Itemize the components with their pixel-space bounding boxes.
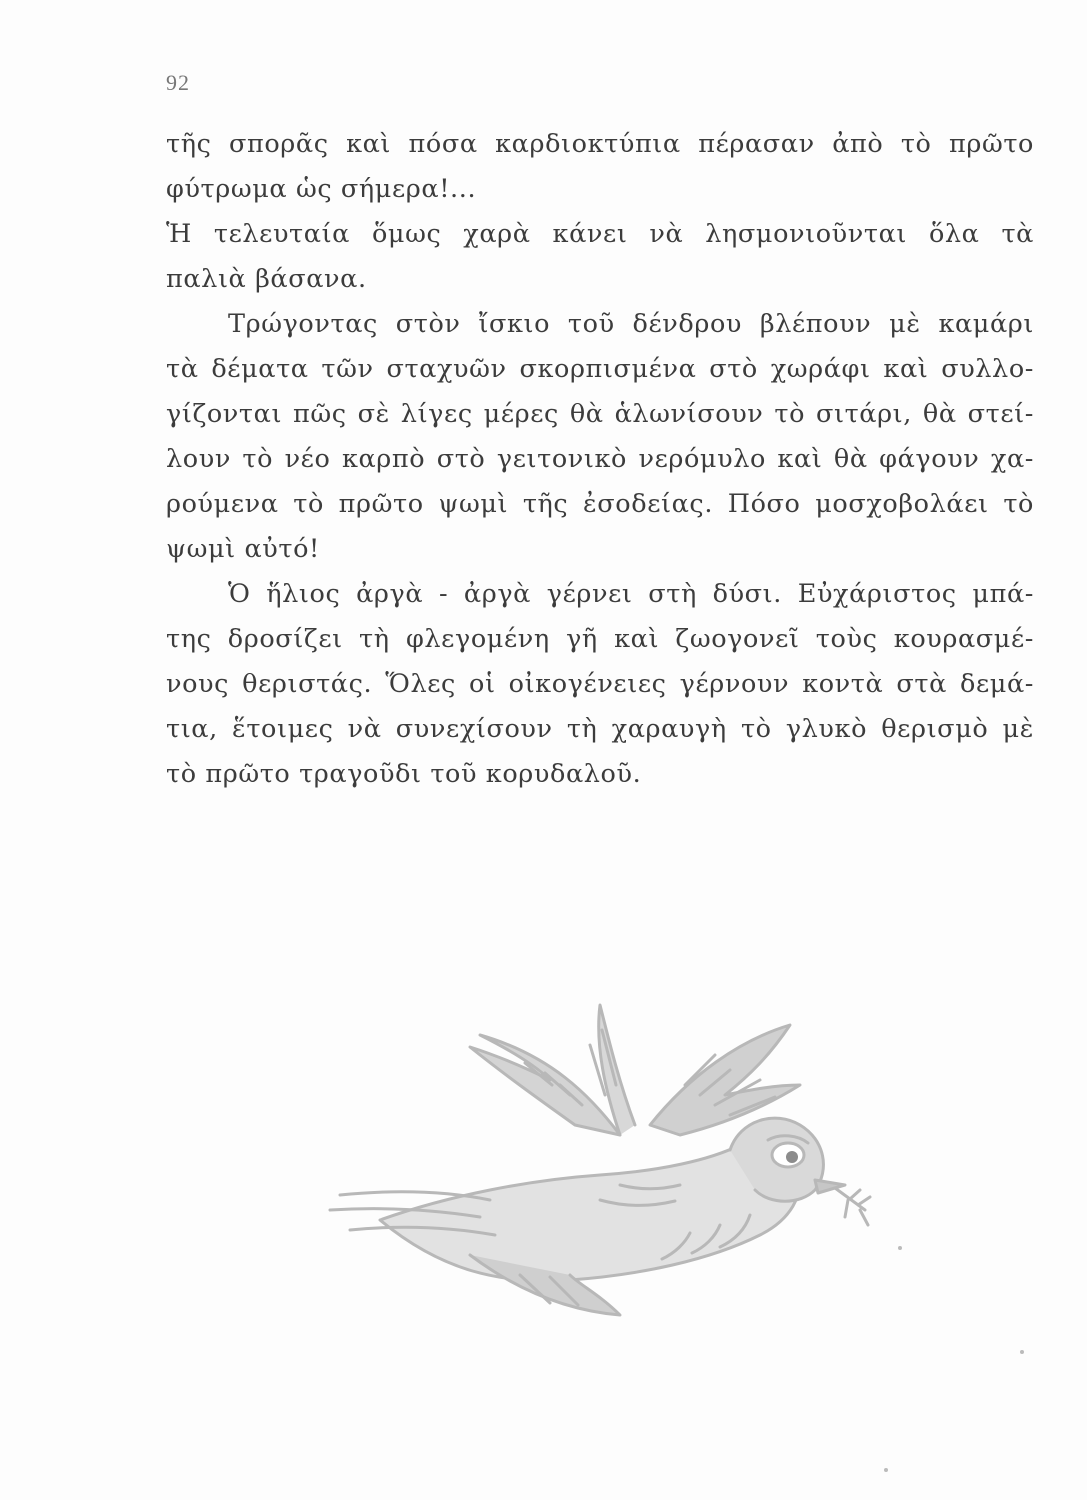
paper-speck [1020, 1350, 1024, 1354]
text-line: λουν τὸ νέο καρπὸ στὸ γειτονικὸ νερόμυλο καὶ θὰ φάγουν χα- [166, 444, 1034, 474]
text-line: γίζονται πῶς σὲ λίγες μέρες θὰ ἁλωνίσουν τὸ σιτάρι, θὰ στεί- [166, 399, 1034, 429]
text-line: τὰ δέματα τῶν σταχυῶν σκορπισμένα στὸ χωράφι καὶ συλλο- [166, 354, 1034, 384]
paper-speck [898, 1246, 902, 1250]
text-line: τὸ πρῶτο τραγοῦδι τοῦ κορυδαλοῦ. [166, 759, 642, 789]
page-number: 92 [166, 70, 190, 95]
text-line: τῆς σπορᾶς καὶ πόσα καρδιοκτύπια πέρασαν ἀπὸ τὸ πρῶτο [166, 129, 1034, 159]
text-line: παλιὰ βάσανα. [166, 264, 367, 294]
text-line: φύτρωμα ὡς σήμερα!... [166, 174, 477, 204]
text-line: νους θεριστάς. Ὅλες οἱ οἰκογένειες γέρνουν κοντὰ στὰ δεμά- [166, 669, 1034, 699]
lark-bird-icon [320, 985, 880, 1325]
text-line: Ὁ ἥλιος ἀργὰ - ἀργὰ γέρνει στὴ δύσι. Εὐχάριστος μπά- [228, 579, 1034, 609]
text-line: της δροσίζει τὴ φλεγομένη γῆ καὶ ζωογονεῖ τοὺς κουρασμέ- [166, 624, 1034, 654]
text-line: ψωμὶ αὐτό! [166, 534, 320, 564]
text-line: τια, ἕτοιμες νὰ συνεχίσουν τὴ χαραυγὴ τὸ γλυκὸ θερισμὸ μὲ [166, 714, 1034, 744]
text-line: Ἡ τελευταία ὅμως χαρὰ κάνει νὰ λησμονιοῦνται ὅλα τὰ [166, 219, 1034, 249]
text-line: ρούμενα τὸ πρῶτο ψωμὶ τῆς ἐσοδείας. Πόσο μοσχοβολάει τὸ [166, 489, 1034, 519]
paper-speck [884, 1468, 888, 1472]
text-line: Τρώγοντας στὸν ἴσκιο τοῦ δένδρου βλέπουν μὲ καμάρι [228, 309, 1034, 339]
body-text [166, 122, 1034, 797]
